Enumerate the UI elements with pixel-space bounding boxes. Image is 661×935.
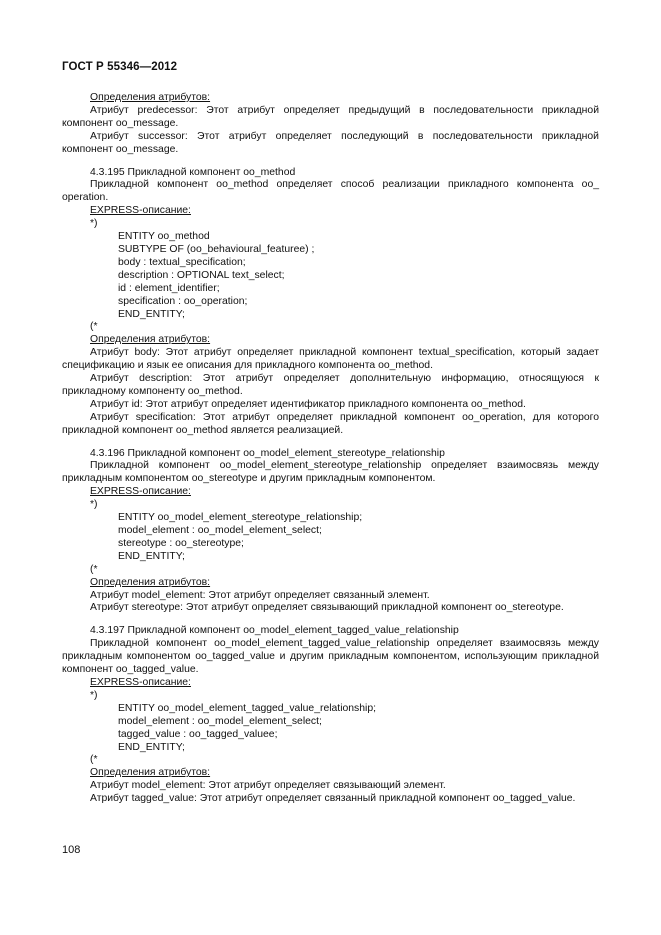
attribute-definition: Атрибут predecessor: Этот атрибут определяет предыдущий в последовательности прикладной компонент oo_message. bbox=[62, 104, 599, 129]
attribute-definition: Атрибут body: Этот атрибут определяет прикладной компонент textual_specification, который задает спецификацию и язык ее описания для прикладного компонента oo_method. bbox=[62, 347, 599, 372]
code-line: body : textual_specification; bbox=[118, 256, 246, 268]
attribute-definition: Атрибут description: Этот атрибут определяет дополнительную информацию, относящуюся к прикладному компоненту oo_method. bbox=[62, 373, 599, 397]
code-line: model_element : oo_model_element_select; bbox=[118, 715, 322, 727]
comment-close: (* bbox=[90, 754, 98, 766]
comment-open: *) bbox=[90, 499, 98, 511]
attribute-definition: Атрибут successor: Этот атрибут определяет последующий в последовательности прикладной компонент oo_message. bbox=[62, 130, 599, 155]
attribute-definitions-heading: Определения атрибутов: bbox=[90, 576, 211, 588]
attribute-definition: Атрибут tagged_value: Этот атрибут определяет связанный прикладной компонент oo_tagged_value. bbox=[90, 793, 576, 805]
attribute-definition: Атрибут specification: Этот атрибут определяет прикладной компонент oo_operation, для которого прикладной компонент oo_method является реализацией. bbox=[62, 411, 599, 436]
code-line: id : element_identifier; bbox=[118, 282, 220, 294]
code-line: tagged_value : oo_tagged_valuee; bbox=[118, 728, 278, 740]
section-intro: Прикладной компонент oo_model_element_tagged_value_relationship определяет взаимосвязь между прикладным компонентом oo_tagged_value и другим прикладным компонентом, использующим прикладной компонент oo_tagged_value. bbox=[62, 638, 599, 676]
section-title: 4.3.197 Прикладной компонент oo_model_element_tagged_value_relationship bbox=[90, 625, 459, 637]
code-line: ENTITY oo_method bbox=[118, 231, 210, 243]
attribute-definitions-heading: Определения атрибутов: bbox=[90, 92, 211, 103]
code-line: specification : oo_operation; bbox=[118, 295, 248, 307]
comment-close: (* bbox=[90, 563, 98, 575]
standard-header: ГОСТ Р 55346—2012 bbox=[62, 61, 178, 73]
attribute-definition: Атрибут id: Этот атрибут определяет идентификатор прикладного компонента oo_method. bbox=[90, 398, 526, 410]
section-title: 4.3.196 Прикладной компонент oo_model_element_stereotype_relationship bbox=[90, 447, 445, 459]
code-line: ENTITY oo_model_element_tagged_value_relationship; bbox=[118, 702, 377, 714]
section-intro: Прикладной компонент oo_method определяет способ реализации прикладного компонента oo_ operation. bbox=[62, 179, 599, 204]
code-line: ENTITY oo_model_element_stereotype_relationship; bbox=[118, 512, 363, 524]
code-line: END_ENTITY; bbox=[118, 741, 185, 753]
comment-close: (* bbox=[90, 321, 98, 333]
code-line: END_ENTITY; bbox=[118, 308, 185, 320]
code-line: SUBTYPE OF (oo_behavioural_featuree) ; bbox=[118, 243, 315, 255]
express-heading: EXPRESS-описание: bbox=[90, 205, 191, 217]
attribute-definition: Атрибут stereotype: Этот атрибут определяет связывающий прикладной компонент oo_stereotype. bbox=[90, 602, 564, 614]
code-line: END_ENTITY; bbox=[118, 550, 185, 562]
express-heading: EXPRESS-описание: bbox=[90, 486, 191, 498]
attribute-definitions-heading: Определения атрибутов: bbox=[90, 767, 211, 779]
code-line: model_element : oo_model_element_select; bbox=[118, 525, 322, 536]
code-line: stereotype : oo_stereotype; bbox=[118, 537, 244, 549]
attribute-definition: Атрибут model_element: Этот атрибут определяет связанный элемент. bbox=[90, 589, 430, 601]
attribute-definition: Атрибут model_element: Этот атрибут определяет связывающий элемент. bbox=[90, 780, 446, 792]
comment-open: *) bbox=[90, 218, 98, 230]
section-intro: Прикладной компонент oo_model_element_stereotype_relationship определяет взаимосвязь между прикладным компонентом oo_stereotype и другим прикладным компонентом. bbox=[62, 460, 599, 485]
section-title: 4.3.195 Прикладной компонент oo_method bbox=[90, 166, 296, 178]
comment-open: *) bbox=[90, 689, 98, 701]
page-number: 108 bbox=[62, 844, 81, 856]
express-heading: EXPRESS-описание: bbox=[90, 676, 191, 688]
attribute-definitions-heading: Определения атрибутов: bbox=[90, 334, 211, 346]
code-line: description : OPTIONAL text_select; bbox=[118, 269, 285, 281]
page-content bbox=[62, 92, 599, 806]
